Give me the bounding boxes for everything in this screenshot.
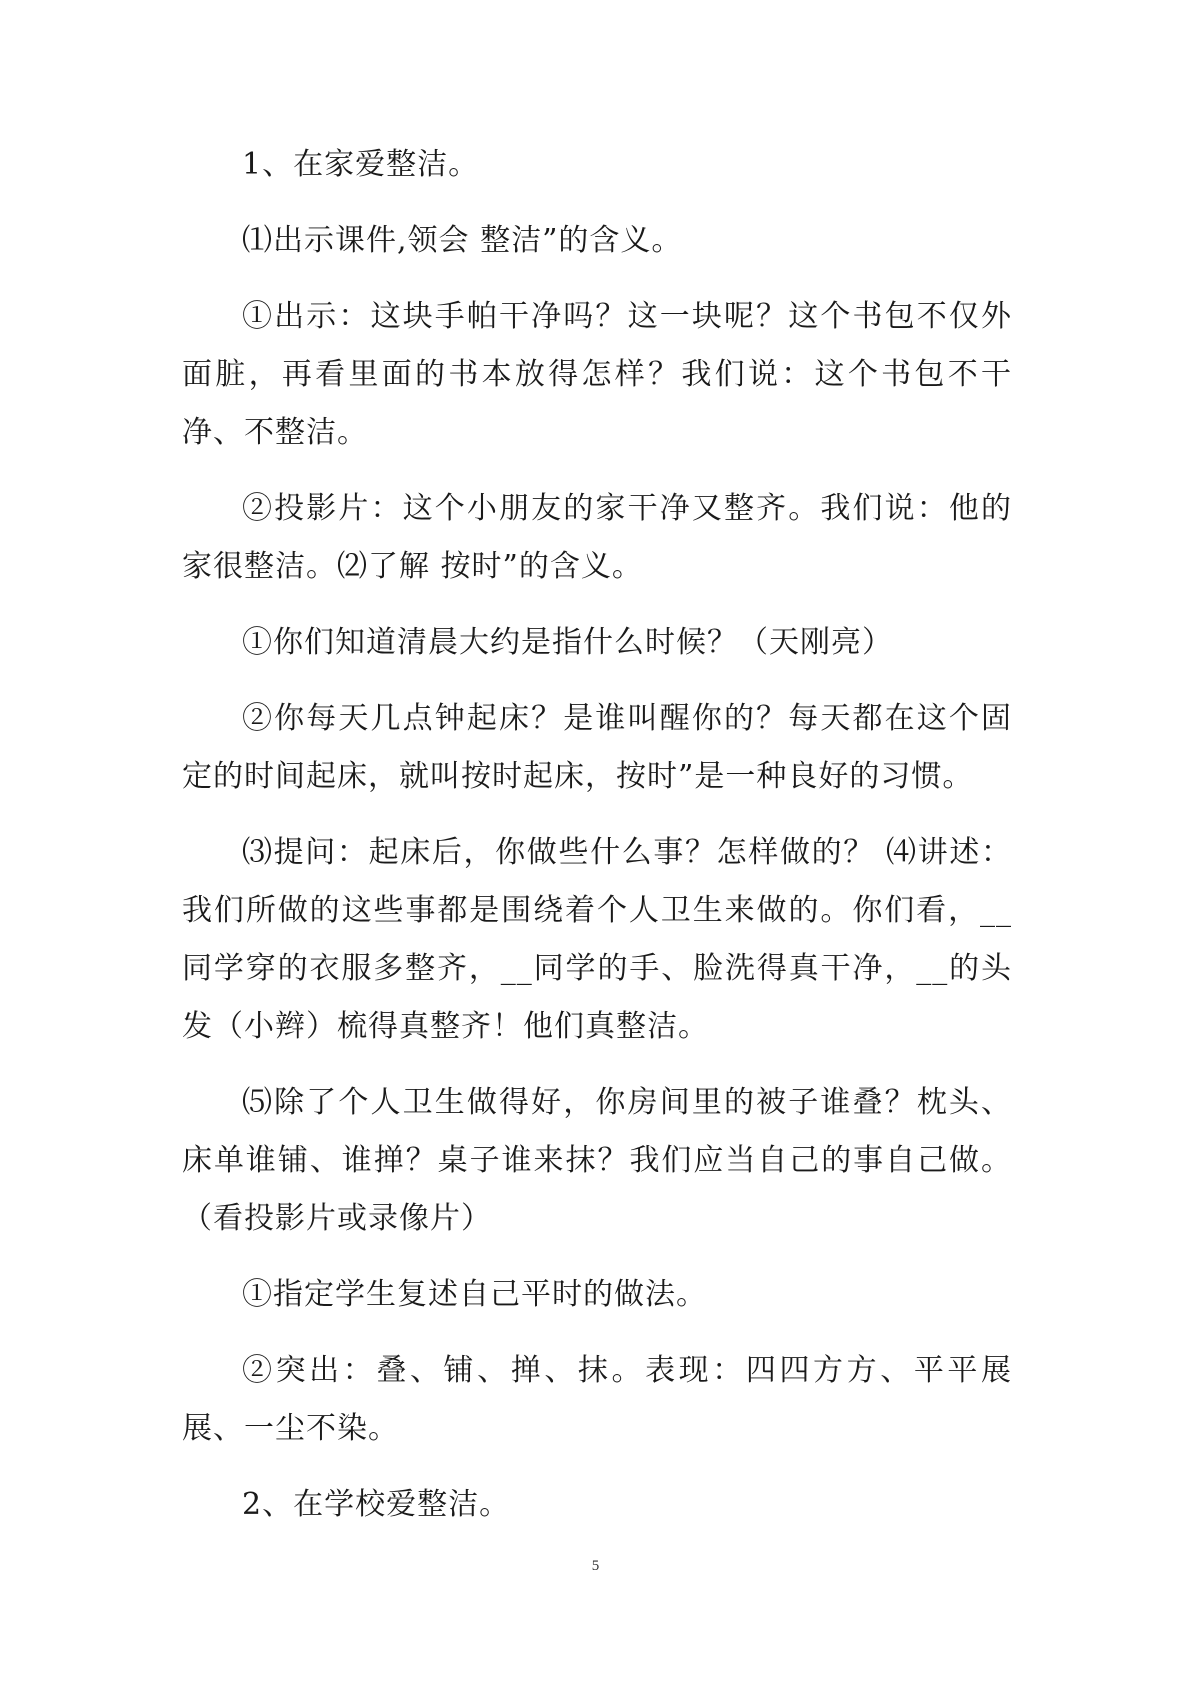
paragraph: ⑸除了个人卫生做得好，你房间里的被子谁叠？枕头、床单谁铺、谁掸？桌子谁来抹？我们应当自己的事自己做。（看投影片或录像片） (182, 1085, 1012, 1236)
page-number: 5 (591, 1558, 600, 1574)
paragraph: ②投影片：这个小朋友的家干净又整齐。我们说：他的家很整洁。⑵了解 按时”的含义。 (182, 491, 1012, 584)
paragraph: 1、在家爱整洁。 (242, 147, 480, 182)
paragraph: ①指定学生复述自己平时的做法。 (242, 1277, 707, 1312)
paragraph: ⑴出示课件,领会 整洁”的含义。 (242, 223, 683, 258)
document-body (182, 136, 1012, 1552)
paragraph: ②你每天几点钟起床？是谁叫醒你的？每天都在这个固定的时间起床，就叫按时起床，按时”是一种良好的习惯。 (182, 701, 1012, 794)
paragraph: ①你们知道清晨大约是指什么时候？（天刚亮） (242, 625, 893, 660)
paragraph: ①出示：这块手帕干净吗？这一块呢？这个书包不仅外面脏，再看里面的书本放得怎样？我们说：这个书包不干净、不整洁。 (182, 299, 1012, 450)
paragraph: ⑶提问：起床后，你做些什么事？怎样做的？ ⑷讲述：我们所做的这些事都是围绕着个人卫生来做的。你们看，__同学穿的衣服多整齐，__同学的手、脸洗得真干净，__的头发（小辫）梳得真整齐！他们真整洁。 (182, 835, 1012, 1044)
paragraph: ②突出：叠、铺、掸、抹。表现：四四方方、平平展展、一尘不染。 (182, 1353, 1012, 1446)
paragraph: 2、在学校爱整洁。 (242, 1487, 511, 1522)
